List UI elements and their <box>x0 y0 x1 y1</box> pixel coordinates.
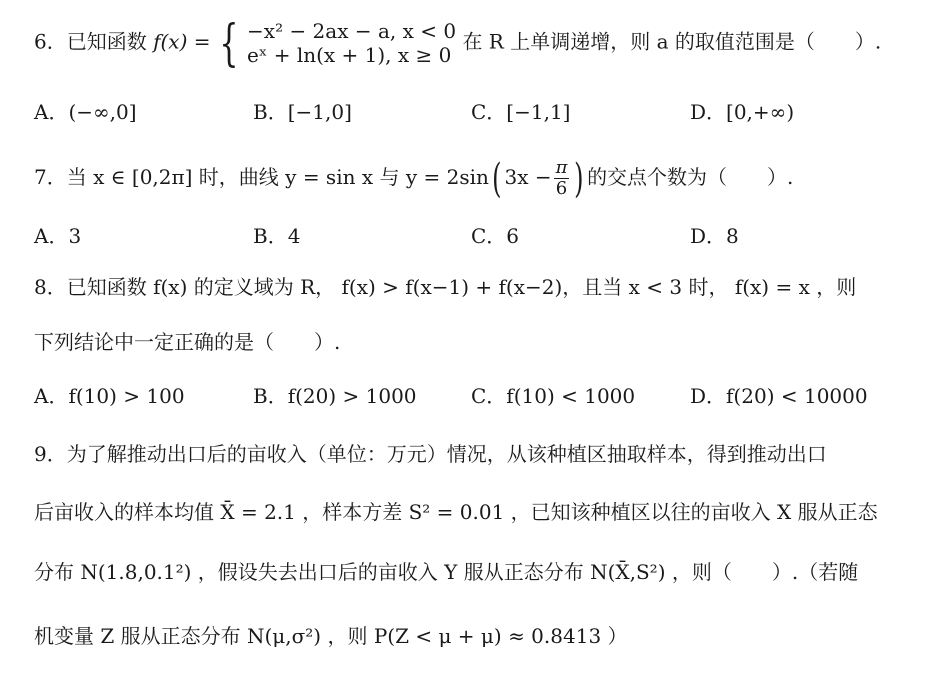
q6-option-c: C．[−1,1] <box>471 100 571 124</box>
q6-function: f(x) = <box>153 29 211 54</box>
q7-inner-left: 3x − <box>504 165 552 189</box>
q7-option-a: A．3 <box>34 224 82 248</box>
q7-option-b: B．4 <box>253 224 301 248</box>
q6-case-1: −x² − 2ax − a, x < 0 <box>247 19 457 43</box>
q7-stem <box>34 155 794 202</box>
q7-option-d: D．8 <box>690 224 739 248</box>
q6-case-2: eˣ + ln(x + 1), x ≥ 0 <box>247 43 452 67</box>
q6-suffix: 在 R 上单调递增，则 a 的取值范围是（ ）. <box>462 29 882 54</box>
q7-frac-den: 6 <box>555 178 568 199</box>
q8-option-b: B．f(20) > 1000 <box>253 384 417 408</box>
q6-stem <box>34 14 882 72</box>
q8-option-d: D．f(20) < 10000 <box>690 384 868 408</box>
q8-line-1: 8．已知函数 f(x) 的定义域为 R， f(x) > f(x−1) + f(x−2)，且当 x < 3 时， f(x) = x ，则 <box>34 275 857 299</box>
q6-brace: { <box>219 14 239 72</box>
q7-text-1: 当 x ∈ [0,2π] 时，曲线 y = sin x 与 y = 2sin <box>66 165 489 189</box>
q9-line-4: 机变量 Z 服从正态分布 N(μ,σ²) ，则 P(Z < μ + μ) ≈ 0.8413 ） <box>34 624 628 648</box>
q6-option-b: B．[−1,0] <box>253 100 352 124</box>
q6-number: 6． <box>34 29 67 54</box>
q6-option-a: A．(−∞,0] <box>34 100 137 124</box>
q7-right-paren: ) <box>574 155 584 202</box>
q8-option-c: C．f(10) < 1000 <box>471 384 636 408</box>
q8-option-a: A．f(10) > 100 <box>34 384 185 408</box>
q7-frac-num: π <box>555 157 568 178</box>
q7-left-paren: ( <box>491 155 502 202</box>
q7-number: 7． <box>34 165 67 189</box>
q8-line-2: 下列结论中一定正确的是（ ）. <box>34 330 341 354</box>
q9-line-2: 后亩收入的样本均值 X̄ = 2.1 ，样本方差 S² = 0.01 ，已知该种植区以往的亩收入 X 服从正态 <box>34 500 878 524</box>
q7-text-2: 的交点个数为（ ）. <box>587 165 794 189</box>
q9-line-1: 9．为了解推动出口后的亩收入（单位：万元）情况，从该种植区抽取样本，得到推动出口 <box>34 442 827 466</box>
q7-option-c: C．6 <box>471 224 520 248</box>
q6-prefix: 已知函数 <box>66 29 147 54</box>
q9-line-3: 分布 N(1.8,0.1²) ，假设失去出口后的亩收入 Y 服从正态分布 N(X̄,S²) ，则（ ）.（若随 <box>34 560 859 584</box>
q7-fraction <box>554 158 570 199</box>
q6-cases <box>247 19 456 67</box>
q6-option-d: D．[0,+∞) <box>690 100 795 124</box>
